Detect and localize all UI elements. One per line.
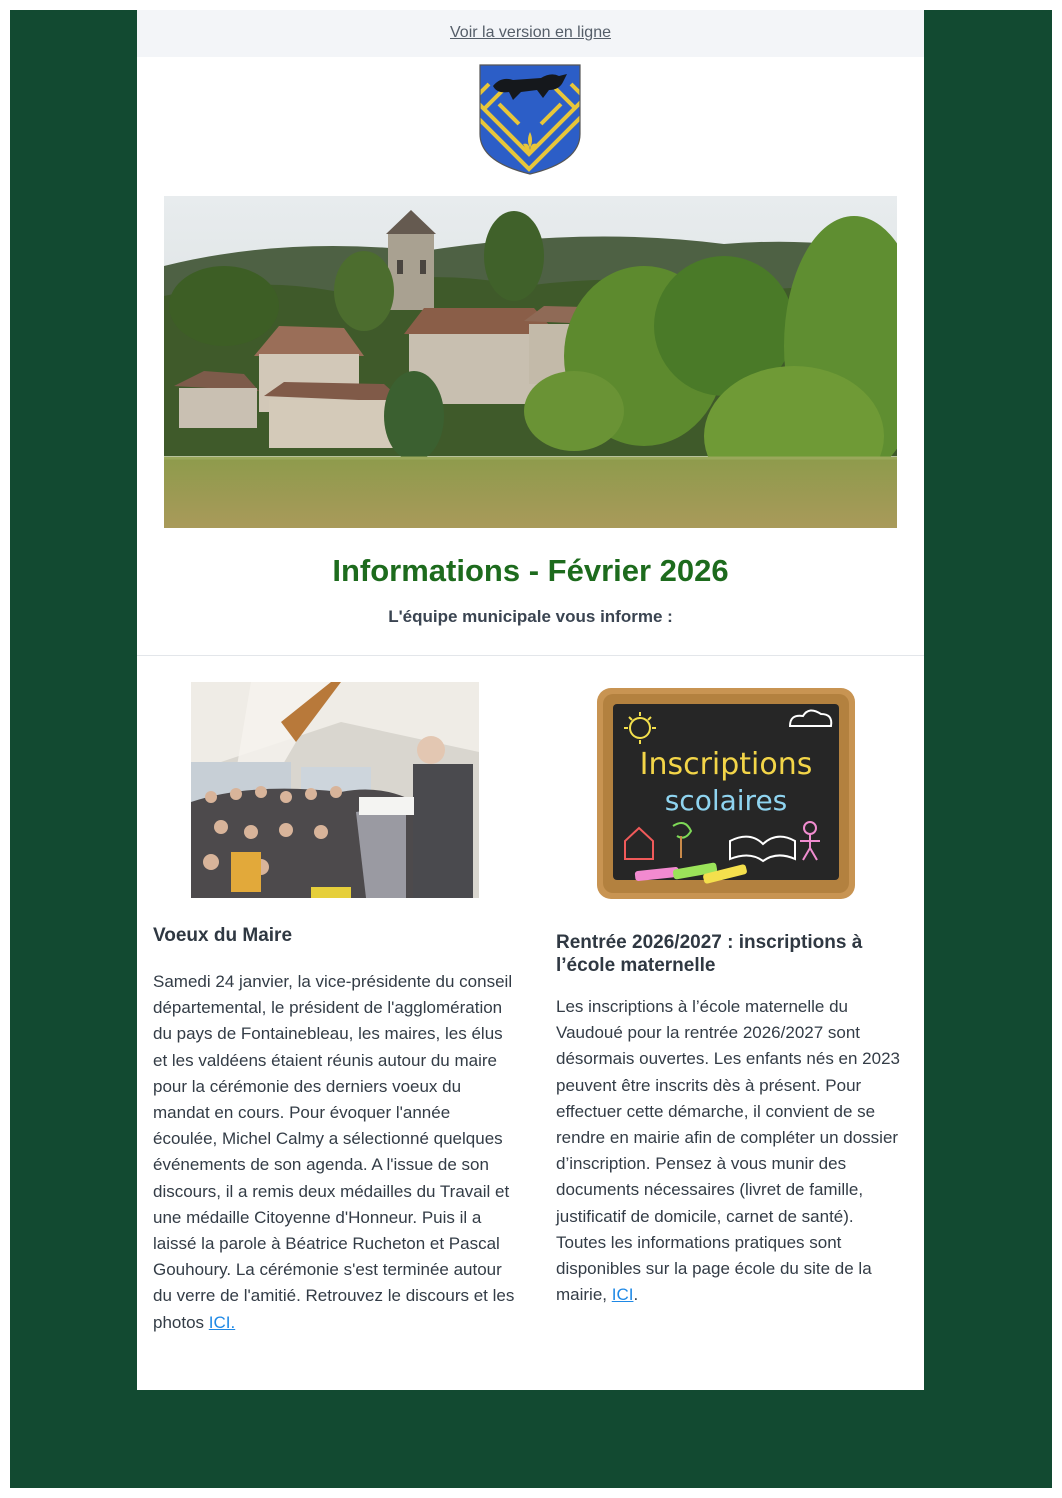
page-title: Informations - Février 2026 [332,553,729,588]
article-2-text: Les inscriptions à l’école maternelle du Vaudoué pour la rentrée 2026/2027 sont désormais ouvertes. Les enfants nés en 2023 peuvent être inscrits dès à présent. Pour effectuer cette démarche, il convient de se rendre en mairie afin de compléter un dossier d’inscription. Pensez à vous munir des documents nécessaires (livret de famille, justificatif de domicile, carnet de santé). Toutes les informations pratiques sont disponibles sur la page école du site de la mairie, ICI. [556,997,900,1305]
article-1-title: Voeux du Maire [153,925,293,946]
school-registration-chalkboard-image [595,686,857,901]
village-landscape-image [164,196,897,528]
ceremony-photo [191,682,479,898]
newsletter-card [137,10,924,1390]
chalkboard-line-2: scolaires [664,784,788,817]
chalkboard-line-1: Inscriptions [639,747,813,782]
section-divider [137,655,924,656]
page-subtitle: L'équipe municipale vous informe : [388,607,673,626]
article-2-title: Rentrée 2026/2027 : inscriptions à l’école maternelle [556,932,863,976]
article-1-link[interactable]: ICI. [208,1312,236,1332]
online-version-link[interactable]: Voir la version en ligne [450,24,611,41]
email-background [10,10,1052,1488]
article-1-text: Samedi 24 janvier, la vice-présidente du conseil départemental, le président de l'agglomération du pays de Fontainebleau, les maires, les élus et les valdéens étaient réunis autour du maire pour la cérémonie des derniers voeux du mandat en cours. Pour évoquer l'année écoulée, Michel Calmy a sélectionné quelques événements de son agenda. A l'issue de son discours, il a remis deux médailles du Travail et une médaille Citoyenne d'Honneur. Puis il a laissé la parole à Béatrice Rucheton et Pascal Gouhoury. La cérémonie s'est terminée autour du verre de l'amitié. Retrouvez le discours et les photos ICI. [153,972,515,1332]
top-bar [137,10,924,57]
crest-logo [479,64,581,176]
article-2-link[interactable]: ICI [611,1285,634,1305]
